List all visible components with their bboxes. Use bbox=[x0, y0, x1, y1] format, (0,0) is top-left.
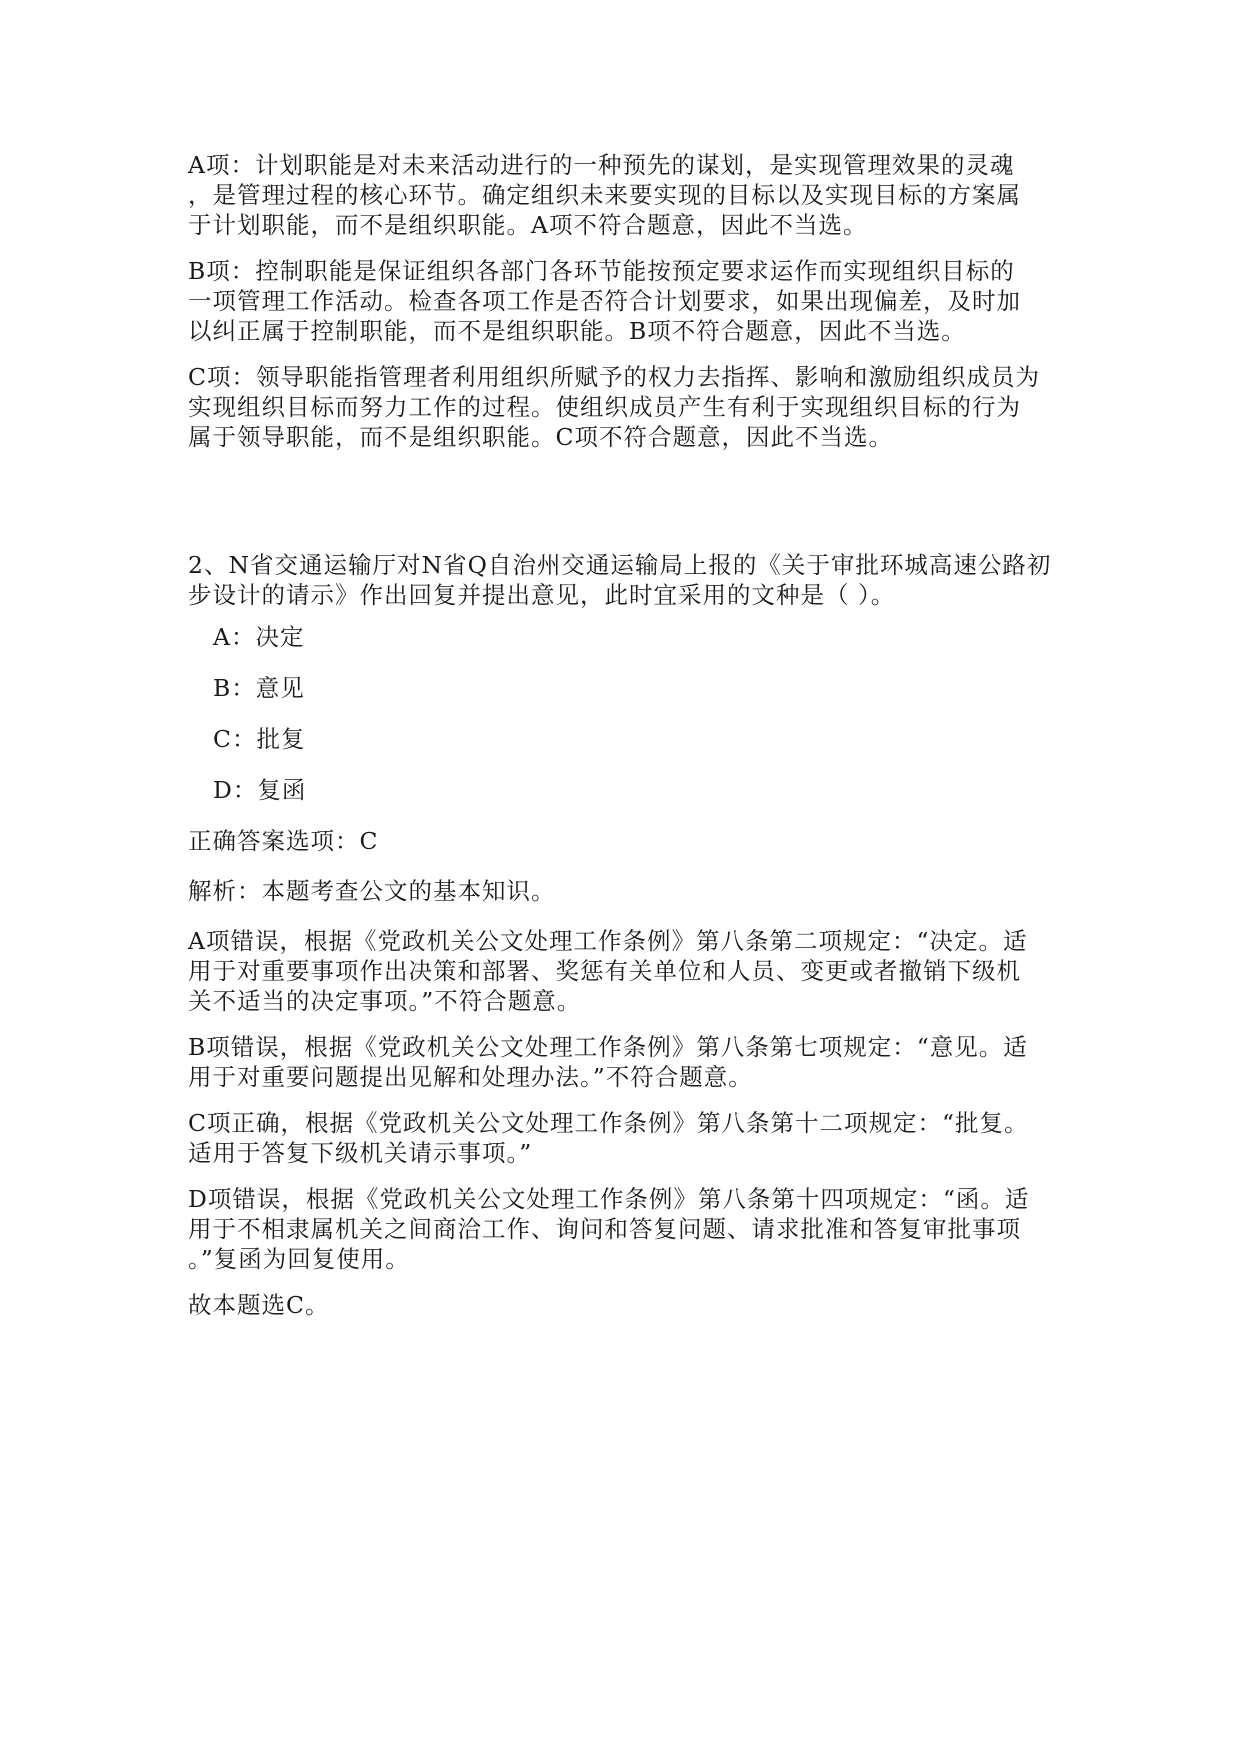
explanation-option-a: A项：计划职能是对未来活动进行的一种预先的谋划，是实现管理效果的灵魂 ，是管理过程的核心环节。确定组织未来要实现的目标以及实现目标的方案属 于计划职能，而不是组织职能。A项不符合题意，因此不当选。 bbox=[188, 151, 1021, 239]
analysis-intro: 解析：本题考查公文的基本知识。 bbox=[188, 877, 556, 905]
explanation-option-b: B项：控制职能是保证组织各部门各环节能按预定要求运作而实现组织目标的 一项管理工作活动。检查各项工作是否符合计划要求，如果出现偏差，及时加 以纠正属于控制职能，而不是组织职能。B项不符合题意，因此不当选。 bbox=[188, 257, 1021, 345]
question-text: 2、N省交通运输厅对N省Q自治州交通运输局上报的《关于审批环城高速公路初 步设计的请示》作出回复并提出意见，此时宜采用的文种是（ ）。 bbox=[188, 551, 1052, 609]
conclusion: 故本题选C。 bbox=[188, 1291, 330, 1319]
section-gap bbox=[188, 468, 1060, 550]
analysis-option-b: B项错误，根据《党政机关公文处理工作条例》第八条第七项规定：“意见。适 用于对重要问题提出见解和处理办法。”不符合题意。 bbox=[188, 1033, 1028, 1091]
analysis-option-c: C项正确，根据《党政机关公文处理工作条例》第八条第十二项规定：“批复。 适用于答复下级机关请示事项。” bbox=[188, 1109, 1029, 1167]
option-b: B：意见 bbox=[213, 674, 305, 702]
option-d: D：复函 bbox=[213, 776, 307, 804]
document-content bbox=[188, 150, 1060, 1336]
analysis-option-d: D项错误，根据《党政机关公文处理工作条例》第八条第十四项规定：“函。适 用于不相隶属机关之间商洽工作、询问和答复问题、请求批准和答复审批事项 。”复函为回复使用。 bbox=[188, 1185, 1030, 1273]
option-a: A：决定 bbox=[213, 623, 305, 651]
explanation-option-c: C项：领导职能指管理者利用组织所赋予的权力去指挥、影响和激励组织成员为 实现组织目标而努力工作的过程。使组织成员产生有利于实现组织目标的行为 属于领导职能，而不是组织职能。C项不符合题意，因此不当选。 bbox=[188, 363, 1040, 451]
correct-answer: 正确答案选项：C bbox=[188, 827, 379, 855]
option-c: C：批复 bbox=[213, 725, 306, 753]
analysis-option-a: A项错误，根据《党政机关公文处理工作条例》第八条第二项规定：“决定。适 用于对重要事项作出决策和部署、奖惩有关单位和人员、变更或者撤销下级机 关不适当的决定事项。”不符合题意。 bbox=[188, 927, 1028, 1015]
